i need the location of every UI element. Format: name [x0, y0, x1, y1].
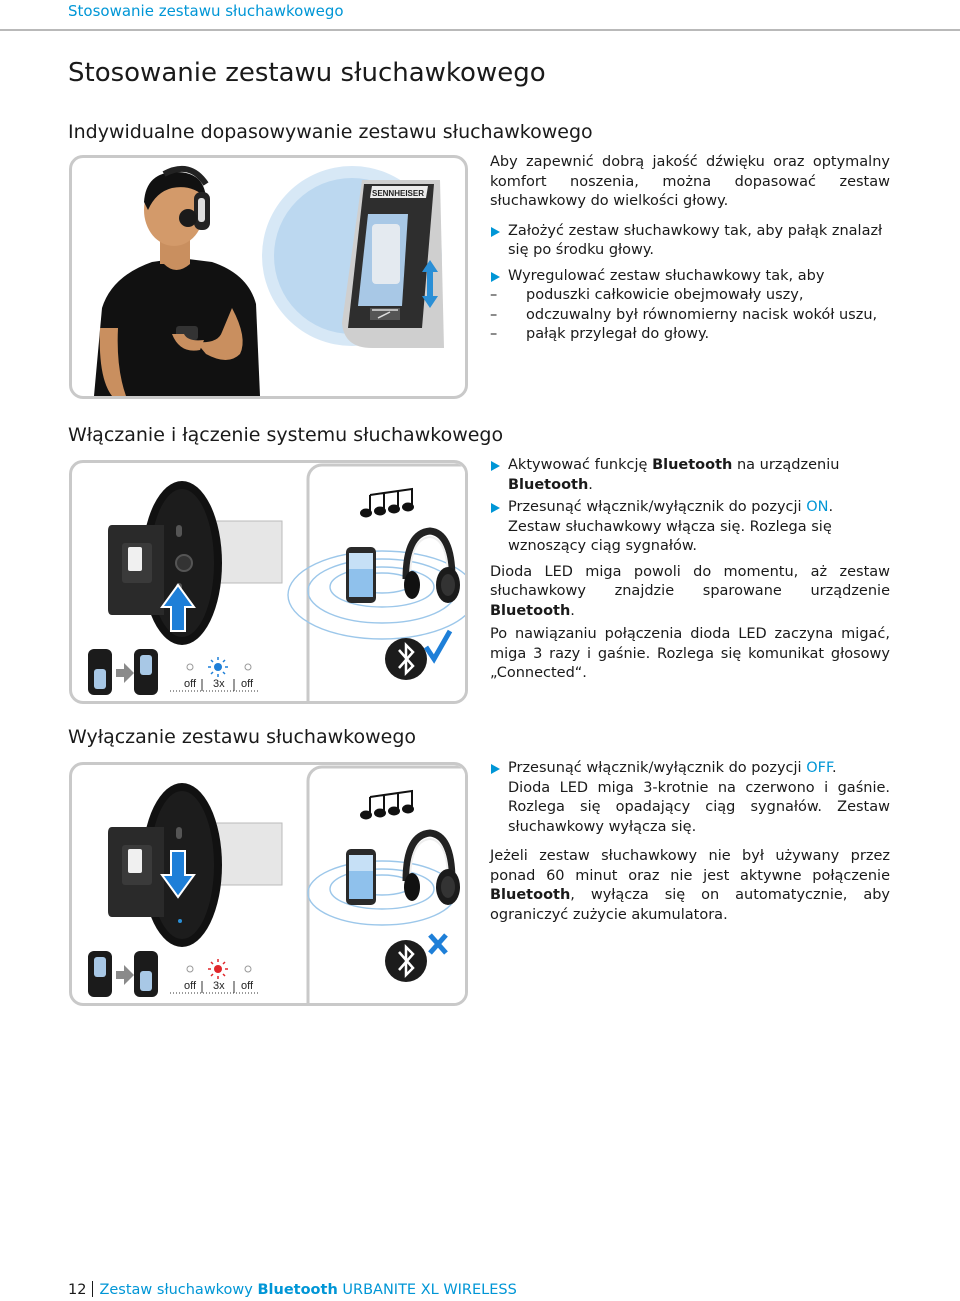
- section-title-power-on: Włączanie i łączenie systemu słuchawkowego: [68, 424, 504, 446]
- connected-note: Po nawiązaniu połączenia dioda LED zaczyna migać, miga 3 razy i gaśnie. Rozlega się komunikat głosowy „Connected“.: [490, 626, 890, 681]
- switch-position-diagram: [88, 649, 158, 695]
- fit-dash-text-2: odczuwalny był równomierny nacisk wokół uszu,: [526, 306, 878, 323]
- power-on-step-1-pre: Aktywować funkcję: [508, 457, 653, 473]
- fit-dash-text-3: pałąk przylegał do głowy.: [526, 326, 710, 342]
- led-label-off-2: off: [241, 678, 254, 690]
- auto-off-note-pre: Jeżeli zestaw słuchawkowy nie był używany przez ponad 60 minut oraz nie jest aktywne połączenie: [490, 848, 890, 884]
- page-title: Stosowanie zestawu słuchawkowego: [68, 58, 546, 88]
- section-title-fit: Indywidualne dopasowywanie zestawu słuchawkowego: [68, 121, 593, 143]
- earcup-switch-off-figure: [108, 783, 282, 947]
- header-rule: [0, 29, 960, 31]
- earcup-switch-on-figure: [108, 481, 282, 645]
- dash-mark: –: [490, 287, 498, 303]
- pairing-scene: [288, 465, 465, 701]
- section-title-power-off: Wyłączanie zestawu słuchawkowego: [68, 726, 417, 748]
- led-label-off-1: off: [184, 678, 197, 690]
- bluetooth-term: Bluetooth: [508, 476, 589, 493]
- page-footer: [68, 1281, 517, 1298]
- bluetooth-term: Bluetooth: [652, 457, 733, 473]
- auto-off-note-post: , wyłącza się on automatycznie, aby ograniczyć zużycie akumulatora.: [490, 887, 890, 923]
- fit-dash-text-1: poduszki całkowicie obejmowały uszy,: [526, 287, 804, 303]
- bullet-arrow-icon: [491, 272, 500, 282]
- footer-separator: [92, 1281, 93, 1297]
- running-head: Stosowanie zestawu słuchawkowego: [68, 2, 344, 20]
- power-on-step-2-result: Zestaw słuchawkowy włącza się. Rozlega się wznoszący ciąg sygnałów.: [508, 518, 832, 554]
- fit-dash-item-3: [490, 325, 890, 345]
- power-on-step-2-pre: Przesunąć włącznik/wyłącznik do pozycji: [508, 499, 807, 515]
- person-wearing-headset-figure: [94, 169, 260, 396]
- bullet-arrow-icon: [491, 461, 500, 471]
- illustration-power-on-panel: [69, 460, 468, 704]
- led-pairing-note-pre: Dioda LED miga powoli do momentu, aż zestaw słuchawkowy znajdzie sparowane urządzenie: [490, 563, 890, 599]
- power-off-instructions: [490, 759, 890, 929]
- disconnect-scene: [308, 767, 465, 1003]
- power-off-step-1-post: .: [831, 760, 837, 776]
- power-off-step-1-result: Dioda LED miga 3-krotnie na czerwono i gaśnie. Rozlega się opadający ciąg sygnałów. Zestaw słuchawkowy wyłącza się.: [508, 779, 890, 835]
- bluetooth-term: Bluetooth: [490, 602, 571, 619]
- fit-illustration: [72, 158, 465, 396]
- fit-dash-item-2: [490, 306, 890, 326]
- sennheiser-logo-text: SENNHEISER: [371, 189, 425, 198]
- power-on-step-2-post: .: [828, 499, 834, 515]
- switch-on-label: ON: [806, 499, 829, 515]
- footer-bluetooth-term: Bluetooth: [257, 1282, 338, 1298]
- led-pairing-note-post: .: [570, 602, 575, 619]
- led-label-blink: 3x: [213, 980, 225, 992]
- bluetooth-term: Bluetooth: [490, 887, 571, 903]
- power-on-step-1-post: .: [588, 476, 593, 493]
- power-on-illustration: [72, 463, 465, 701]
- illustration-power-off-panel: [69, 762, 468, 1006]
- fit-instructions: [490, 153, 890, 348]
- dash-mark: –: [490, 326, 498, 342]
- headband-adjustment-zoom: [262, 166, 444, 348]
- switch-off-label: OFF: [806, 760, 832, 776]
- power-off-step-1-pre: Przesunąć włącznik/wyłącznik do pozycji: [508, 760, 807, 776]
- smartphone-icon: [346, 547, 376, 603]
- auto-off-note: [490, 847, 890, 925]
- fit-step-2: [490, 267, 890, 345]
- led-blink-diagram: [170, 657, 258, 691]
- bullet-arrow-icon: [491, 503, 500, 513]
- illustration-fit-panel: [69, 155, 468, 399]
- power-on-step-1: [490, 456, 890, 495]
- power-on-step-2: [490, 498, 890, 557]
- led-label-off-1: off: [184, 980, 197, 992]
- fit-step-1: [490, 222, 890, 261]
- fit-step-1-text: Założyć zestaw słuchawkowy tak, aby pałąk znalazł się po środku głowy.: [508, 222, 883, 258]
- led-pairing-note: [490, 563, 890, 622]
- power-off-step-1: [490, 759, 890, 837]
- power-on-instructions: [490, 456, 890, 688]
- power-off-illustration: [72, 765, 465, 1003]
- footer-product-name: URBANITE XL WIRELESS: [337, 1282, 517, 1298]
- footer-product-pre: Zestaw słuchawkowy: [99, 1282, 258, 1298]
- fit-intro-text: Aby zapewnić dobrą jakość dźwięku oraz optymalny komfort noszenia, można dopasować zestaw słuchawkowy do wielkości głowy.: [490, 154, 890, 209]
- led-blink-diagram: [170, 959, 258, 993]
- led-label-off-2: off: [241, 980, 254, 992]
- smartphone-icon: [346, 849, 376, 905]
- fit-step-2-text: Wyregulować zestaw słuchawkowy tak, aby: [508, 267, 825, 284]
- switch-position-diagram: [88, 951, 158, 997]
- bullet-arrow-icon: [491, 764, 500, 774]
- page-number: 12: [68, 1282, 87, 1298]
- dash-mark: –: [490, 306, 498, 323]
- power-on-step-1-mid: na urządzeniu: [732, 457, 840, 473]
- bullet-arrow-icon: [491, 227, 500, 237]
- led-label-blink: 3x: [213, 678, 225, 690]
- fit-dash-item-1: [490, 286, 890, 306]
